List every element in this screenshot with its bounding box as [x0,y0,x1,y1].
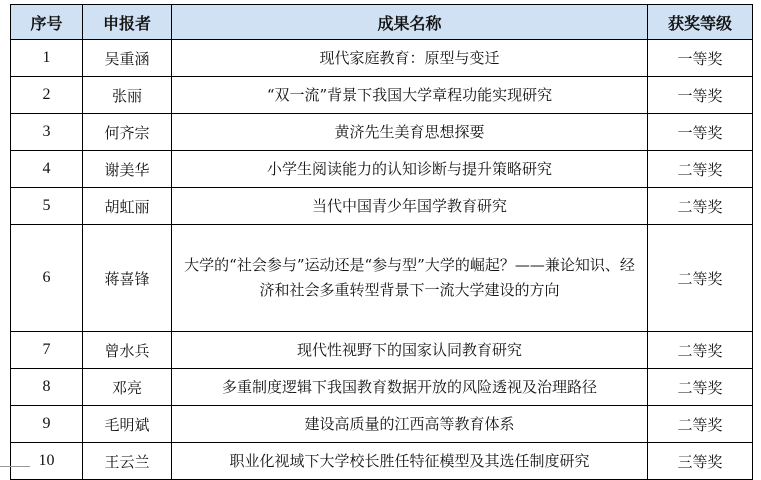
awards-table [10,4,753,480]
table-row [11,443,753,480]
cell-no: 6 [11,225,83,332]
table-row [11,406,753,443]
cell-award: 一等奖 [648,40,753,77]
table-row [11,332,753,369]
cell-award: 二等奖 [648,151,753,188]
cell-award: 二等奖 [648,225,753,332]
cell-title: 当代中国青少年国学教育研究 [172,188,648,225]
cell-no: 8 [11,369,83,406]
cell-award: 一等奖 [648,114,753,151]
cell-no: 9 [11,406,83,443]
cell-author: 蒋喜锋 [83,225,172,332]
cell-title: 黄济先生美育思想探要 [172,114,648,151]
cell-title: 大学的“社会参与”运动还是“参与型”大学的崛起？——兼论知识、经济和社会多重转型背景下一流大学建设的方向 [172,225,648,332]
cell-title: “双一流”背景下我国大学章程功能实现研究 [172,77,648,114]
cell-author: 何齐宗 [83,114,172,151]
cell-title: 现代性视野下的国家认同教育研究 [172,332,648,369]
table-row [11,225,753,332]
cell-author: 毛明斌 [83,406,172,443]
cell-award: 一等奖 [648,77,753,114]
header-author: 申报者 [83,5,172,40]
cell-title: 现代家庭教育：原型与变迁 [172,40,648,77]
cell-award: 三等奖 [648,443,753,480]
table-row [11,40,753,77]
cell-no: 7 [11,332,83,369]
header-title: 成果名称 [172,5,648,40]
header-row [11,5,753,40]
cell-title: 多重制度逻辑下我国教育数据开放的风险透视及治理路径 [172,369,648,406]
cell-author: 王云兰 [83,443,172,480]
cell-title: 建设高质量的江西高等教育体系 [172,406,648,443]
cell-award: 二等奖 [648,369,753,406]
cell-award: 二等奖 [648,406,753,443]
cell-author: 邓亮 [83,369,172,406]
cell-title: 职业化视域下大学校长胜任特征模型及其选任制度研究 [172,443,648,480]
cell-no: 10 [11,443,83,480]
header-no: 序号 [11,5,83,40]
cell-no: 4 [11,151,83,188]
table-row [11,369,753,406]
table-row [11,188,753,225]
table-row [11,151,753,188]
cell-author: 张丽 [83,77,172,114]
cell-no: 5 [11,188,83,225]
header-award: 获奖等级 [648,5,753,40]
cell-award: 二等奖 [648,188,753,225]
cell-author: 胡虹丽 [83,188,172,225]
cell-no: 2 [11,77,83,114]
table-row [11,114,753,151]
cell-award: 二等奖 [648,332,753,369]
cell-title: 小学生阅读能力的认知诊断与提升策略研究 [172,151,648,188]
cell-no: 3 [11,114,83,151]
cell-no: 1 [11,40,83,77]
table-row [11,77,753,114]
page-edge-divider [0,466,30,471]
cell-author: 曾水兵 [83,332,172,369]
cell-author: 谢美华 [83,151,172,188]
cell-author: 吴重涵 [83,40,172,77]
